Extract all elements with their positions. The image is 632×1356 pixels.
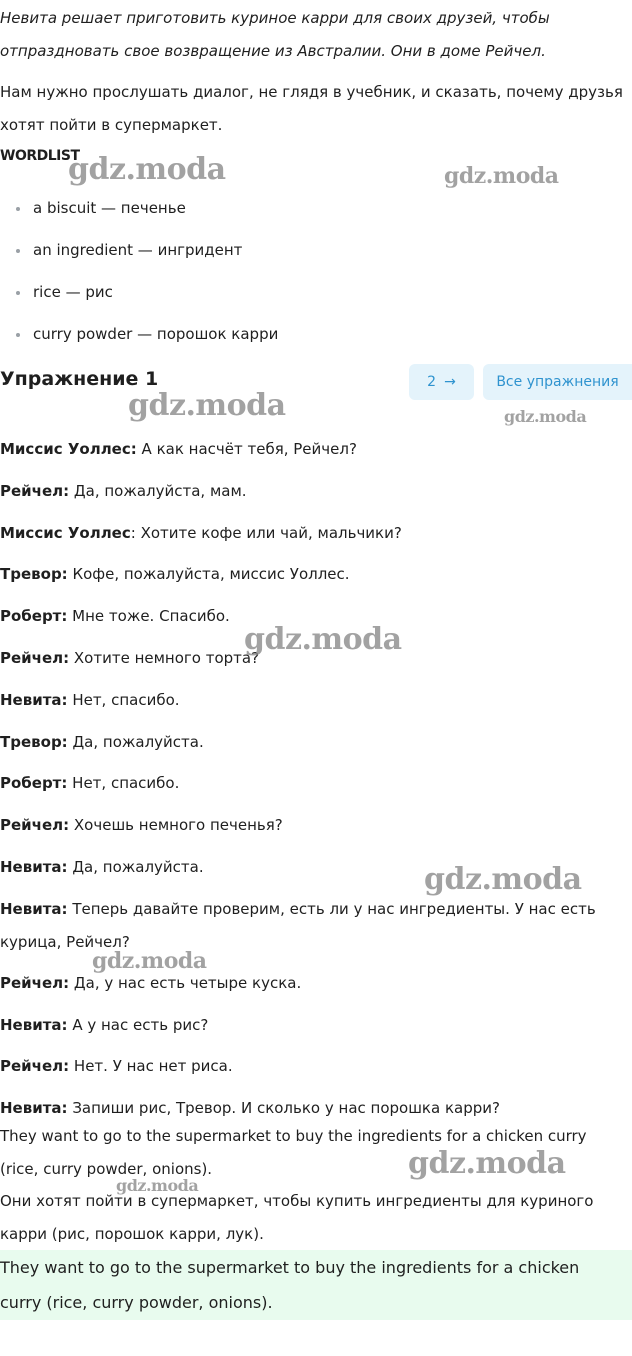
bullet-icon bbox=[16, 249, 20, 253]
dialog-line: Рейчел: Да, пожалуйста, мам. bbox=[0, 481, 247, 500]
dialog-line: Рейчел: Хотите немного торта? bbox=[0, 648, 260, 667]
dialog-line: Невита: А у нас есть рис? bbox=[0, 1015, 209, 1034]
bullet-icon bbox=[16, 207, 20, 211]
dialog-line: Миссис Уоллес: Хотите кофе или чай, мальчики? bbox=[0, 523, 402, 542]
watermark: gdz.moda bbox=[116, 1176, 199, 1195]
answer-highlight-text: They want to go to the supermarket to buy the ingredients for a chicken curry (rice, curry powder, onions). bbox=[0, 1258, 580, 1312]
bullet-icon bbox=[16, 291, 20, 295]
intro-italic-text: Невита решает приготовить куриное карри для своих друзей, чтобы отпраздновать свое возвращение из Австралии. Они в доме Рейчел. bbox=[0, 9, 550, 60]
watermark: gdz.moda bbox=[92, 948, 207, 974]
dialog-line: Роберт: Нет, спасибо. bbox=[0, 774, 180, 793]
arrow-right-icon: → bbox=[444, 374, 456, 390]
dialog-line: Миссис Уоллес: А как насчёт тебя, Рейчел? bbox=[0, 440, 357, 458]
dialog-line: Рейчел: Хочешь немного печенья? bbox=[0, 816, 283, 835]
wordlist bbox=[0, 188, 278, 356]
wordlist-item: an ingredient — ингридент bbox=[0, 230, 278, 272]
wordlist-item: a biscuit — печенье bbox=[0, 188, 278, 230]
watermark: gdz.moda bbox=[444, 163, 559, 189]
dialog-line: Тревор: Кофе, пожалуйста, миссис Уоллес. bbox=[0, 565, 350, 584]
dialog bbox=[0, 433, 632, 1134]
intro-task-text: Нам нужно прослушать диалог, не глядя в учебник, и сказать, почему друзья хотят пойти в супермаркет. bbox=[0, 83, 623, 134]
wordlist-item: rice — рис bbox=[0, 272, 278, 314]
wordlist-item: curry powder — порошок карри bbox=[0, 314, 278, 356]
watermark: gdz.moda bbox=[128, 388, 286, 423]
dialog-line: Невита: Теперь давайте проверим, есть ли у нас ингредиенты. У нас есть курица, Рейчел? bbox=[0, 899, 596, 951]
all-exercises-button[interactable]: Все упражнения bbox=[483, 364, 632, 400]
answer-english: They want to go to the supermarket to buy the ingredients for a chicken curry (rice, curry powder, onions). bbox=[0, 1127, 587, 1178]
dialog-line: Роберт: Мне тоже. Спасибо. bbox=[0, 607, 230, 626]
dialog-line: Тревор: Да, пожалуйста. bbox=[0, 732, 204, 751]
wordlist-heading: WORDLIST bbox=[0, 148, 80, 164]
next-exercise-button[interactable] bbox=[409, 364, 474, 400]
answer-russian: Они хотят пойти в супермаркет, чтобы купить ингредиенты для куриного карри (рис, порошок карри, лук). bbox=[0, 1192, 594, 1243]
watermark: gdz.moda bbox=[424, 862, 582, 897]
dialog-line: Рейчел: Да, у нас есть четыре куска. bbox=[0, 973, 302, 992]
answer-highlight bbox=[0, 1250, 632, 1320]
bullet-icon bbox=[16, 333, 20, 337]
dialog-line: Рейчел: Нет. У нас нет риса. bbox=[0, 1057, 233, 1076]
dialog-line: Невита: Нет, спасибо. bbox=[0, 690, 180, 709]
next-exercise-label: 2 bbox=[427, 374, 437, 390]
watermark: gdz.moda bbox=[68, 152, 226, 187]
dialog-line: Невита: Да, пожалуйста. bbox=[0, 857, 204, 876]
watermark: gdz.moda bbox=[408, 1146, 566, 1181]
exercise-title: Упражнение 1 bbox=[0, 368, 159, 390]
watermark: gdz.moda bbox=[244, 622, 402, 657]
watermark: gdz.moda bbox=[504, 407, 587, 426]
dialog-line: Невита: Запиши рис, Тревор. И сколько у нас порошка карри? bbox=[0, 1099, 500, 1118]
